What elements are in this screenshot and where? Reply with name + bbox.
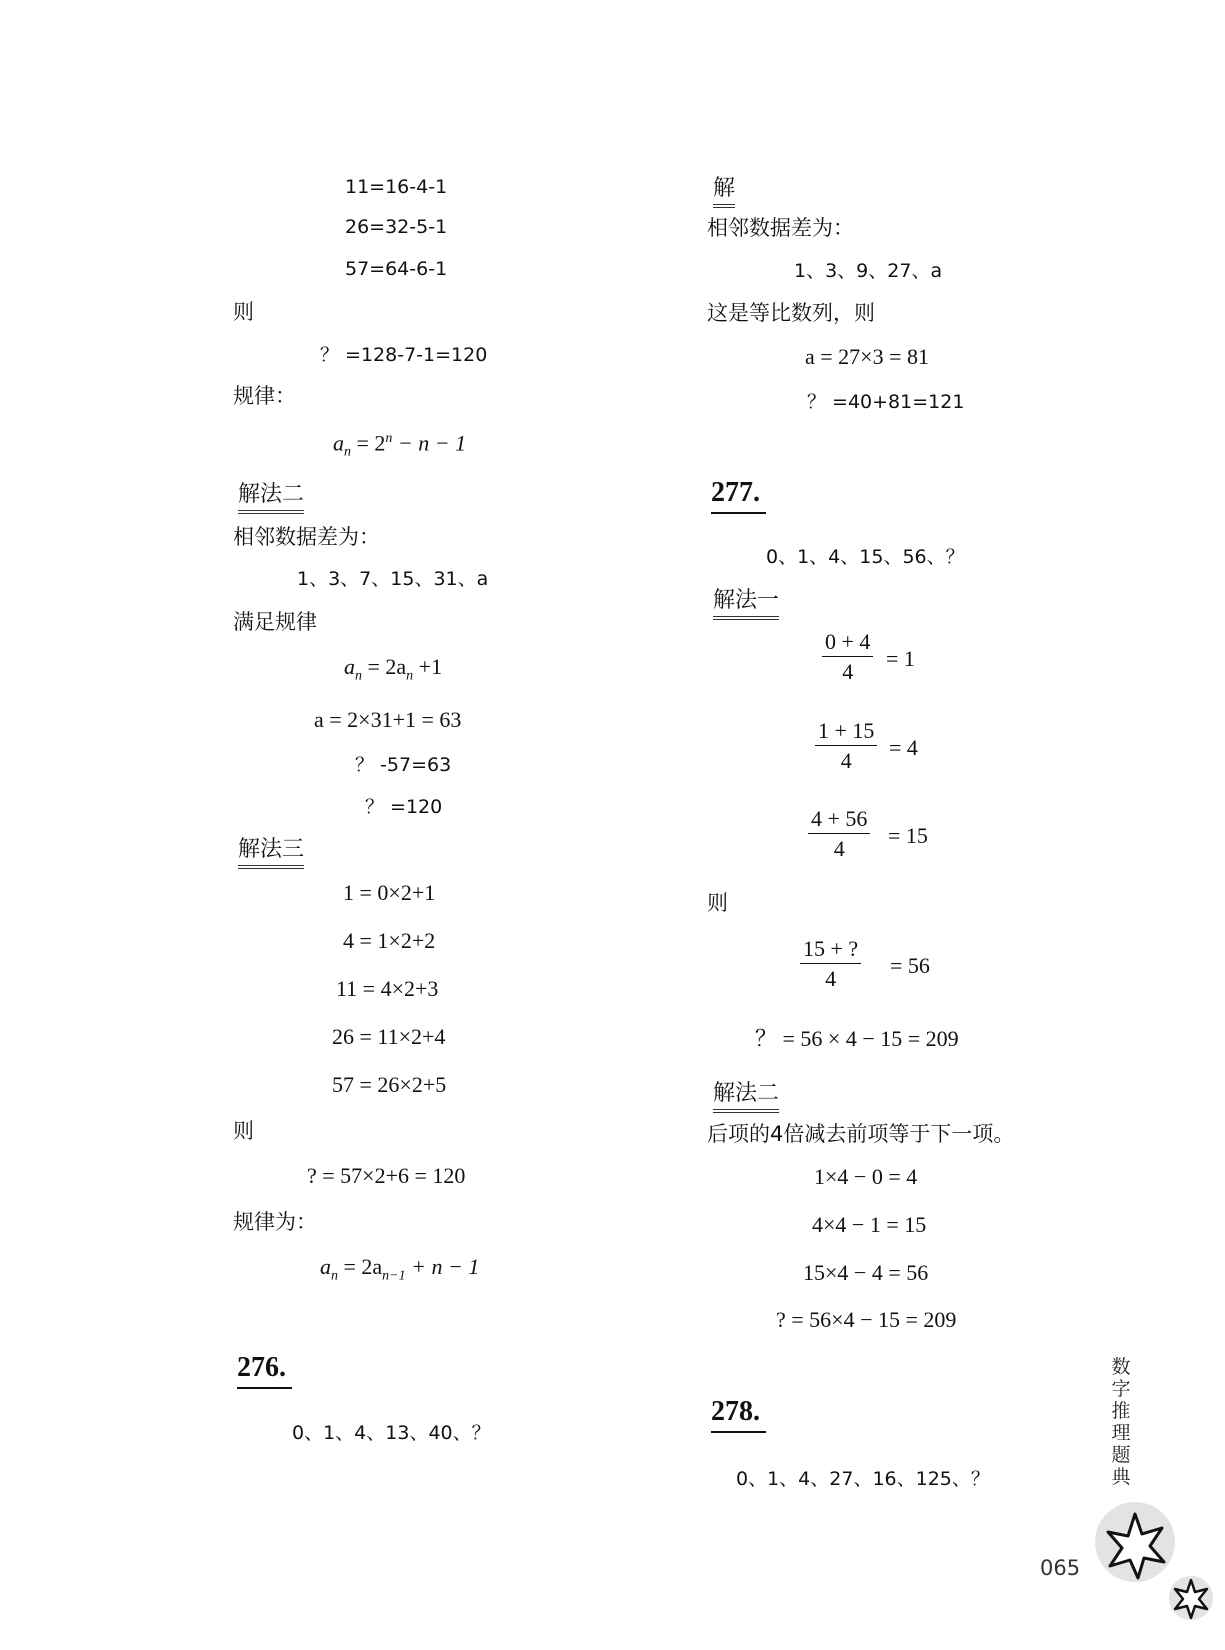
formula-a: a = 2×31+1 = 63 xyxy=(314,707,462,732)
text-diff: 相邻数据差为： xyxy=(707,216,854,240)
method-heading: 解法二 xyxy=(238,482,305,507)
equation-line: 4×4 − 1 = 15 xyxy=(812,1212,927,1237)
equation-line: ？ =40+81=121 xyxy=(807,391,965,413)
rule-label: 规律： xyxy=(233,384,296,408)
page-number: 065 xyxy=(1040,1556,1081,1580)
fraction-result: = 1 xyxy=(886,646,915,671)
equation-line: 1 = 0×2+1 xyxy=(343,880,436,905)
problem-sequence: 0、1、4、15、56、？ xyxy=(766,546,965,568)
method-heading: 解法二 xyxy=(713,1081,780,1106)
equation-line: ？ = 56 × 4 − 15 = 209 xyxy=(755,1026,959,1051)
formula-an: $a_n = 2^n - n - 1$ xyxy=(333,430,467,460)
star-decoration-icon xyxy=(1078,1500,1218,1650)
rule-label: 规律为： xyxy=(233,1210,317,1234)
equation-line: 11=16-4-1 xyxy=(345,176,448,198)
equation-line: 26 = 11×2+4 xyxy=(332,1024,446,1049)
equation-line: ? = 56×4 − 15 = 209 xyxy=(776,1307,957,1332)
problem-sequence: 0、1、4、27、16、125、？ xyxy=(736,1468,990,1490)
equation-line: 11 = 4×2+3 xyxy=(336,976,439,1001)
text-diff: 相邻数据差为： xyxy=(233,525,380,549)
equation-line: 57 = 26×2+5 xyxy=(332,1072,447,1097)
fraction-result: = 15 xyxy=(888,823,928,848)
equation-line: ？ =128-7-1=120 xyxy=(320,344,488,366)
fraction: $\frac{4 + 56}{4}$ xyxy=(808,807,870,861)
book-title-vertical: 数 字 推 理 题 典 xyxy=(1111,1356,1131,1488)
equation-line: ？ -57=63 xyxy=(355,754,452,776)
equation-line: ? = 57×2+6 = 120 xyxy=(307,1163,466,1188)
formula-recursive: $a_n = 2a_n +1$ xyxy=(344,654,443,684)
equation-line: a = 27×3 = 81 xyxy=(805,344,929,369)
method-text: 后项的4倍减去前项等于下一项。 xyxy=(707,1122,1015,1146)
sequence: 1、3、9、27、a xyxy=(794,260,943,282)
problem-number: 278. xyxy=(711,1396,760,1427)
text-geometric: 这是等比数列，则 xyxy=(707,301,875,325)
equation-line: ？ =120 xyxy=(365,796,443,818)
problem-number: 277. xyxy=(711,477,760,508)
equation-line: 4 = 1×2+2 xyxy=(343,928,436,953)
formula-general: $a_n = 2a_{n-1} + n - 1$ xyxy=(320,1254,480,1284)
sequence: 1、3、7、15、31、a xyxy=(297,568,489,590)
fraction: $\frac{0 + 4}{4}$ xyxy=(822,630,873,684)
text-then: 则 xyxy=(233,1119,254,1143)
equation-line: 26=32-5-1 xyxy=(345,216,448,238)
fraction-result: = 4 xyxy=(889,735,918,760)
text-then: 则 xyxy=(707,891,728,915)
equation-line: 15×4 − 4 = 56 xyxy=(803,1260,929,1285)
equation-line: 57=64-6-1 xyxy=(345,258,448,280)
problem-number: 276. xyxy=(237,1352,286,1383)
fraction-result: = 56 xyxy=(890,953,930,978)
fraction: $\frac{1 + 15}{4}$ xyxy=(815,719,877,773)
method-heading: 解法一 xyxy=(713,588,780,613)
fraction: $\frac{15 + ?}{4}$ xyxy=(800,937,861,991)
method-heading: 解法三 xyxy=(238,837,305,862)
equation-line: 1×4 − 0 = 4 xyxy=(814,1164,918,1189)
problem-sequence: 0、1、4、13、40、？ xyxy=(292,1422,491,1444)
text-rule: 满足规律 xyxy=(233,610,317,634)
solution-heading: 解 xyxy=(713,176,736,201)
text-then: 则 xyxy=(233,300,254,324)
